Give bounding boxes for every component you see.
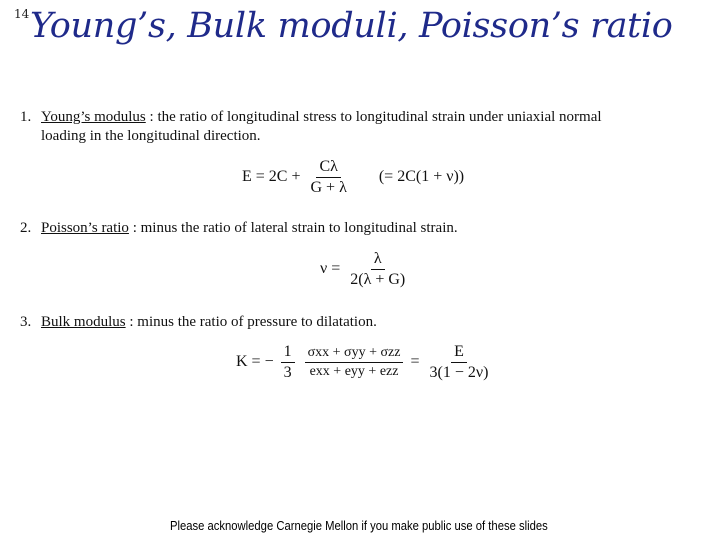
term-poisson-ratio: Poisson’s ratio <box>41 220 129 236</box>
equation-lhs: E = 2C + <box>242 168 301 186</box>
fraction-denominator: G + λ <box>310 179 347 196</box>
fraction-young-over <box>427 343 492 382</box>
item-number: 3. <box>20 314 32 330</box>
item-number: 2. <box>20 220 32 236</box>
definition-text-continued: loading in the longitudinal direction. <box>41 128 261 144</box>
equation-lhs: K = − <box>236 353 274 371</box>
fraction-denominator: exx + eyy + ezz <box>309 364 399 379</box>
fraction-stress-strain <box>305 345 404 380</box>
definition-poisson-ratio <box>20 219 700 238</box>
term-separator: : <box>145 109 158 125</box>
definition-text: minus the ratio of pressure to dilatation. <box>137 314 377 330</box>
definition-text: minus the ratio of lateral strain to longitudinal strain. <box>140 220 458 236</box>
slide-number: 14 <box>14 7 30 21</box>
fraction-denominator: 3(1 − 2ν) <box>429 364 489 381</box>
fraction-denominator: 2(λ + G) <box>350 271 406 288</box>
fraction-numerator: σxx + σyy + σzz <box>305 345 404 363</box>
definition-young-modulus <box>20 108 700 146</box>
term-separator: : <box>128 220 141 236</box>
slide-title: Young’s, Bulk moduli, Poisson’s ratio <box>30 6 673 46</box>
fraction-numerator: λ <box>371 250 385 270</box>
equation-poisson <box>320 250 411 289</box>
fraction-numerator: Cλ <box>316 158 340 178</box>
fraction <box>308 158 350 197</box>
equation-young <box>242 158 464 197</box>
equation-lhs: ν = <box>320 260 341 278</box>
term-bulk-modulus: Bulk modulus <box>41 314 126 330</box>
equals-sign: = <box>410 353 420 371</box>
equation-bulk <box>236 343 494 382</box>
definition-bulk-modulus <box>20 313 700 332</box>
fraction-denominator: 3 <box>283 364 292 381</box>
item-number: 1. <box>20 109 32 125</box>
footer-acknowledgement: Please acknowledge Carnegie Mellon if you make public use of these slides <box>170 519 548 533</box>
term-separator: : <box>125 314 138 330</box>
term-young-modulus: Young’s modulus <box>41 109 146 125</box>
equation-alternative: (= 2C(1 + ν)) <box>378 168 465 186</box>
definition-text: the ratio of longitudinal stress to longitudinal strain under uniaxial normal <box>157 109 602 125</box>
fraction-one-third <box>281 343 295 382</box>
fraction-numerator: E <box>451 343 467 363</box>
fraction <box>347 250 408 289</box>
fraction-numerator: 1 <box>281 343 295 363</box>
